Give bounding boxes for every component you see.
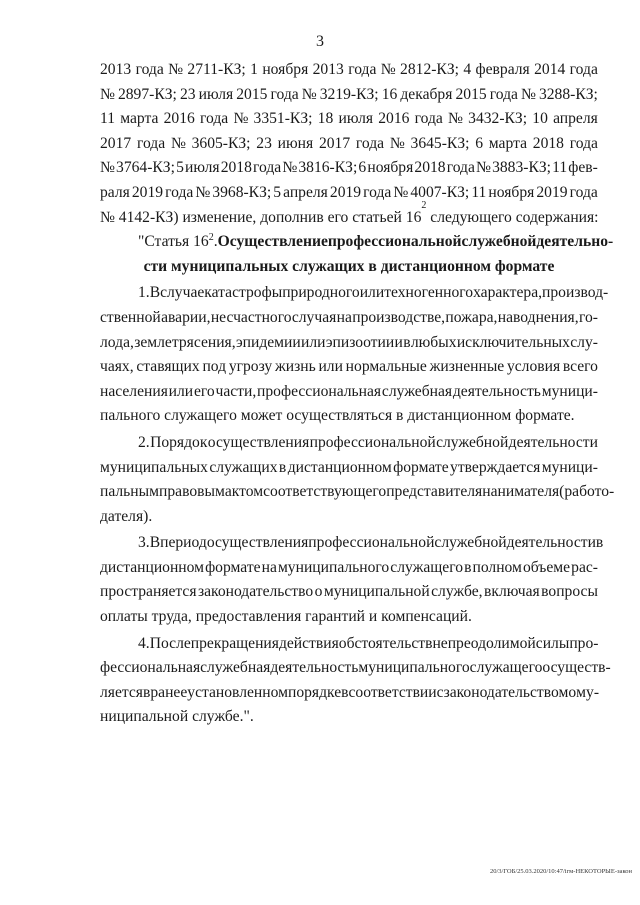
word: на [336,308,352,326]
word: апреля [553,110,598,128]
word: деятельность [270,659,359,677]
word: 18 [317,110,334,128]
word: пожара, [445,308,498,326]
word: 3432-КЗ; [468,110,528,128]
paragraph-line [100,556,598,581]
word: производстве, [352,308,446,326]
word: слу- [570,333,598,351]
word: ставящих [136,358,200,376]
word: о [568,683,577,701]
word: муници- [541,458,598,476]
word: всего [562,358,598,376]
word: № [282,159,298,177]
word: его [193,382,215,400]
word: ляется [100,683,143,701]
word: под [202,358,227,376]
word: 2018 [414,159,446,177]
word: июня [277,134,314,152]
word: года [569,134,598,152]
word: объеме [522,558,571,576]
intro-line [100,83,598,108]
word: июля [338,110,374,128]
word: 2018 [532,134,564,152]
paragraph-line [100,580,598,605]
intro-line [100,107,598,132]
word: части, [215,382,257,400]
word: 5 [273,183,282,201]
word: № [168,61,184,78]
word: природного [282,284,360,302]
paragraph-line-last: пального служащего может осуществляться в дистанционном формате. [100,407,575,425]
word: № [100,85,115,103]
word: 23 [179,85,196,103]
word: 3816-КЗ; [298,159,358,177]
word: Порядок [150,433,208,451]
word: 2018 [220,159,252,177]
word: года [270,85,299,103]
word: 3764-КЗ; [116,159,175,177]
paragraph-4 [100,632,611,730]
word: профессиональной [308,534,435,552]
word: 16 [381,85,398,103]
word: 2711-КЗ; [187,61,246,78]
word: профессиональной [309,433,436,451]
word: служебная [200,659,271,677]
word: 2016 [378,110,410,128]
word: службе, [431,583,483,601]
word: служащего [469,659,543,677]
word: ноября [488,183,535,201]
word: № [380,61,396,78]
word: № [476,159,491,177]
word: установленном [187,683,288,701]
word: катастрофы [204,284,283,302]
word: 2897-КЗ; [117,85,177,103]
word: фев- [568,159,598,177]
word: 2014 [534,61,566,78]
page-number: 3 [316,33,324,50]
word: или [318,358,343,376]
document-body [100,58,615,730]
word: 2015 [236,85,268,103]
word: формате [393,458,449,476]
word: 2. [138,433,150,451]
word: 6 [358,159,367,177]
word: года [165,183,194,201]
word: 1 [250,61,258,78]
word: апреля [283,183,328,201]
word: 6 [475,134,484,152]
word: непреодолимой [432,634,536,652]
word: действия [278,634,339,652]
word: служебной [434,534,507,552]
paragraph-line [100,681,598,706]
word: После [149,634,191,652]
word: ноября [367,159,414,177]
word: года [363,183,392,201]
intro-text: следующего содержания: [426,208,599,226]
word: № [393,183,409,201]
article-heading [100,230,614,279]
word: деятельности [508,433,598,451]
article-number: "Статья $16^2$. [138,232,218,251]
word: 3883-КЗ; [492,159,551,177]
word: правовым [159,483,225,501]
word: года [569,183,598,201]
word: года [348,61,377,78]
word: нанимателя [482,483,560,501]
word: включая [484,583,540,601]
word: землетрясения, [134,333,236,351]
word: № [301,85,317,103]
intro-line [100,156,598,181]
word: муниципальной [323,583,430,601]
word: осуществ- [542,659,611,677]
word: 2015 [455,85,487,103]
word: 1. [138,284,150,302]
word: марта [120,110,159,128]
word: или [301,333,326,351]
word: года [200,110,229,128]
word: формате [205,558,261,576]
word: и [394,333,403,351]
word: в [278,458,287,476]
word: пространяется [100,583,197,601]
word: эпидемии [235,333,301,351]
word: ственной [100,308,161,326]
footer-docref: 20/3/ГОБ/25.03.2020/10:47/ігм-НЕКОТОРЫЕ-закон [489,868,632,875]
word: В [149,284,161,302]
word: наводнения, [497,308,579,326]
word: с [436,683,444,701]
word: период [160,534,207,552]
paragraph-line [100,656,611,681]
word: 11 [552,159,568,177]
word: 4 [463,61,472,78]
word: силы [535,634,570,652]
heading-word: деятельно- [536,233,614,251]
word: прекращения [190,634,279,652]
word: № [521,85,536,103]
paragraph-line-last: ниципальной службе.". [100,708,254,726]
word: 3645-КЗ; [410,134,470,152]
word: июля [198,85,234,103]
intro-paragraph [100,58,598,230]
word: года [135,61,164,78]
word: любых [410,333,457,351]
heading-word: Осуществление [217,233,328,251]
word: В [149,534,161,552]
word: 3288-КЗ; [538,85,598,103]
word: о [314,583,323,601]
paragraph-line [100,456,598,481]
word: 2019 [329,183,362,201]
intro-text: № 4142-КЗ) изменение, дополнив его статьей 16 [100,208,422,226]
paragraph-3 [100,531,604,629]
word: техногенного [384,284,474,302]
word: года [414,110,443,128]
word: соответствии [348,683,437,701]
paragraph-2 [100,431,615,529]
word: в [464,558,472,576]
heading-word: служебной [461,233,537,251]
word: 2017 [318,134,351,152]
intro-line-last [100,199,599,231]
word: муниципального [277,558,390,576]
word: служащего [390,558,464,576]
word: 2013 [312,61,344,78]
word: или [359,284,385,302]
word: февраля [475,61,530,78]
word: аварии, [161,308,211,326]
word: 3219-КЗ; [319,85,379,103]
word: угрозу [228,358,273,376]
word: про- [569,634,599,652]
word: 10 [532,110,548,128]
word: служащих [209,458,278,476]
word: исключительных [456,333,570,351]
word: служебной [436,433,509,451]
word: порядке [287,683,342,701]
word: утверждается [450,458,541,476]
word: 5 [176,159,184,177]
word: года [136,134,166,152]
article-heading-line-2: сти муниципальных служащих в дистанционном формате [143,257,555,275]
word: 2013 [100,61,132,78]
word: 2812-КЗ; [400,61,459,78]
word: осуществления [207,433,310,451]
word: или [168,382,194,400]
word: деятельности [506,534,596,552]
superscript: 2 [421,199,427,211]
word: ранее [150,683,188,701]
word: 3605-КЗ; [191,134,251,152]
word: 4. [138,634,150,652]
word: рас- [571,558,598,576]
paragraph-1 [100,281,609,429]
word: года [489,85,518,103]
word: законодательством [443,683,569,701]
word: населения [100,382,168,400]
paragraph-line [100,281,609,306]
word: в [142,683,151,701]
paragraph-line [100,480,615,505]
word: 3968-КЗ; [212,183,272,201]
word: полном [472,558,522,576]
word: го- [578,308,598,326]
paragraph-line [100,431,598,456]
word: 11 [100,110,116,128]
word: на [261,558,277,576]
word: случая [291,308,337,326]
article-heading-line-1 [100,230,614,255]
word: года [446,159,475,177]
word: 3. [138,534,150,552]
word: № [448,110,463,128]
word: года [569,61,598,78]
paragraph-line [100,306,598,331]
intro-line [100,58,598,83]
word: служебная [381,382,453,400]
word: характера, [473,284,543,302]
word: муниципального [358,659,470,677]
word: № [389,134,405,152]
word: соответствующего [263,483,387,501]
word: пальным [100,483,159,501]
word: вопросы [541,583,598,601]
word: условия [506,358,561,376]
paragraph-line-last: дателя). [100,507,153,525]
word: муници- [541,382,598,400]
paragraph-line [100,331,598,356]
word: 23 [256,134,272,152]
word: профессиональная [257,382,382,400]
word: фессиональная [100,659,201,677]
heading-word: профессиональной [327,233,462,251]
word: законодательство [197,583,314,601]
word: жизнь [274,358,316,376]
word: 11 [471,183,487,201]
word: в [595,534,604,552]
word: эпизоотии [325,333,395,351]
word: лода, [100,333,134,351]
paragraph-line [100,531,604,556]
word: муниципальных [100,458,208,476]
word: 4007-КЗ; [410,183,470,201]
word: раля [100,183,130,201]
word: марта [488,134,527,152]
word: в [341,683,349,701]
word: чаях, [100,358,134,376]
word: 2019 [131,183,164,201]
paragraph-line [100,355,598,380]
word: № [170,134,186,152]
word: 2019 [536,183,568,201]
word: 3351-КЗ; [253,110,313,128]
word: случае [160,284,205,302]
word: ноября [262,61,309,78]
word: представителя [386,483,483,501]
word: (работо- [559,483,615,501]
paragraph-line-last: оплаты труда, предоставления гарантий и компенсаций. [100,608,472,626]
intro-line [100,181,598,206]
word: № [100,159,115,177]
word: му- [576,683,600,701]
word: жизненные [429,358,505,376]
paragraph-line [100,380,598,405]
word: декабря [400,85,453,103]
paragraph-line [100,632,598,657]
word: производ- [542,284,609,302]
word: дистанционном [287,458,392,476]
word: года [253,159,282,177]
article-paragraphs [100,281,615,730]
word: в [403,333,411,351]
word: деятельность [452,382,541,400]
word: года [355,134,385,152]
word: 2017 [100,134,132,152]
word: 2016 [163,110,195,128]
word: нормальные [345,358,427,376]
word: несчастного [210,308,292,326]
word: осуществления [206,534,309,552]
word: дистанционном [100,558,205,576]
word: № [195,183,211,201]
intro-line [100,132,598,157]
word: актом [224,483,264,501]
word: обстоятельств [338,634,433,652]
word: № [233,110,249,128]
word: июля [185,159,220,177]
